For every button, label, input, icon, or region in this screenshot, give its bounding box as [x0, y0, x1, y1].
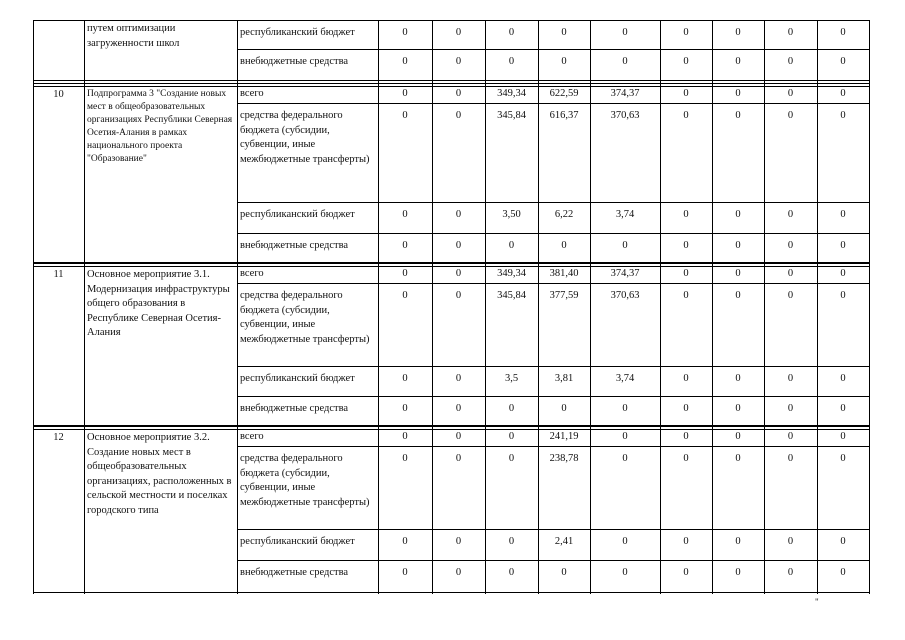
- amount-cell: 0: [840, 88, 846, 99]
- amount-cell: 0: [840, 290, 846, 301]
- amount-cell: 0: [840, 373, 846, 384]
- amount-cell: 0: [840, 240, 846, 251]
- funding-source-label: внебюджетные средства: [240, 403, 349, 414]
- amount-cell: 0: [508, 403, 515, 414]
- amount-cell: 0: [402, 88, 408, 99]
- funding-source-label: всего: [240, 268, 264, 279]
- amount-cell: 0: [735, 536, 741, 547]
- row-border: [33, 20, 870, 21]
- amount-cell: 374,37: [610, 268, 640, 279]
- amount-cell: 0: [622, 403, 628, 414]
- amount-cell: 0: [787, 268, 794, 279]
- grid-vline: [764, 20, 765, 594]
- amount-cell: 3,74: [615, 373, 635, 384]
- subrow-border: [237, 560, 870, 561]
- grid-vline: [817, 20, 818, 594]
- amount-cell: 0: [787, 567, 794, 578]
- subrow-border: [237, 366, 870, 367]
- amount-cell: 0: [787, 453, 794, 464]
- amount-cell: 0: [561, 567, 567, 578]
- amount-cell: 0: [683, 403, 689, 414]
- amount-cell: 0: [787, 431, 794, 442]
- grid-vline: [378, 20, 379, 594]
- funding-source-label: всего: [240, 431, 264, 442]
- amount-cell: 0: [735, 403, 741, 414]
- amount-cell: 0: [840, 110, 846, 121]
- amount-cell: 0: [622, 567, 628, 578]
- amount-cell: 0: [787, 536, 794, 547]
- amount-cell: 0: [787, 373, 794, 384]
- grid-vline: [590, 20, 591, 594]
- grid-vline: [33, 20, 34, 594]
- amount-cell: 0: [840, 209, 846, 220]
- amount-cell: 2,41: [554, 536, 574, 547]
- grid-vline: [869, 20, 870, 594]
- amount-cell: 0: [840, 567, 846, 578]
- funding-source-label: внебюджетные средства: [240, 56, 349, 67]
- amount-cell: 0: [455, 268, 462, 279]
- grid-vline: [485, 20, 486, 594]
- amount-cell: 0: [840, 403, 846, 414]
- amount-cell: 3,74: [615, 209, 635, 220]
- amount-cell: 0: [508, 240, 515, 251]
- funding-source-label: республиканский бюджет: [240, 536, 355, 547]
- amount-cell: 0: [561, 240, 567, 251]
- amount-cell: 0: [683, 567, 689, 578]
- amount-cell: 377,59: [549, 290, 579, 301]
- amount-cell: 0: [683, 268, 689, 279]
- amount-cell: 0: [622, 27, 628, 38]
- amount-cell: 0: [455, 209, 462, 220]
- amount-cell: 0: [735, 290, 741, 301]
- subrow-border: [237, 283, 870, 284]
- program-name: Основное мероприятие 3.2. Создание новых мест в общеобразовательных организациях, расположенных в сельской местности и поселках городского типа: [87, 432, 232, 516]
- amount-cell: 0: [683, 110, 689, 121]
- amount-cell: 0: [402, 27, 408, 38]
- funding-source-label: всего: [240, 88, 264, 99]
- amount-cell: 0: [455, 110, 462, 121]
- amount-cell: 0: [402, 536, 408, 547]
- amount-cell: 0: [455, 431, 462, 442]
- amount-cell: 0: [787, 56, 794, 67]
- amount-cell: 0: [840, 431, 846, 442]
- program-name: путем оптимизации загруженности школ: [87, 23, 180, 49]
- amount-cell: 3,5: [504, 373, 519, 384]
- amount-cell: 0: [735, 110, 741, 121]
- amount-cell: 0: [735, 88, 741, 99]
- amount-cell: 0: [561, 403, 567, 414]
- subrow-border: [237, 233, 870, 234]
- amount-cell: 0: [683, 373, 689, 384]
- amount-cell: 0: [402, 56, 408, 67]
- grid-vline: [712, 20, 713, 594]
- amount-cell: 6,22: [554, 209, 574, 220]
- amount-cell: 0: [735, 268, 741, 279]
- funding-source-label: республиканский бюджет: [240, 209, 355, 220]
- amount-cell: 381,40: [549, 268, 579, 279]
- subrow-border: [237, 202, 870, 203]
- row-index: 12: [53, 432, 64, 443]
- grid-vline: [660, 20, 661, 594]
- amount-cell: 0: [787, 290, 794, 301]
- amount-cell: 0: [683, 240, 689, 251]
- amount-cell: 0: [787, 240, 794, 251]
- amount-cell: 0: [840, 268, 846, 279]
- amount-cell: 0: [735, 431, 741, 442]
- amount-cell: 0: [508, 453, 515, 464]
- amount-cell: 0: [402, 373, 408, 384]
- amount-cell: 0: [622, 240, 628, 251]
- program-name: Основное мероприятие 3.1. Модернизация инфраструктуры общего образования в Республике Северная Осетия-Алания: [87, 269, 230, 338]
- amount-cell: 0: [402, 403, 408, 414]
- amount-cell: 0: [735, 240, 741, 251]
- grid-vline: [538, 20, 539, 594]
- amount-cell: 3,81: [554, 373, 574, 384]
- amount-cell: 0: [402, 431, 408, 442]
- amount-cell: 374,37: [610, 88, 640, 99]
- amount-cell: 0: [455, 27, 462, 38]
- amount-cell: 0: [402, 268, 408, 279]
- funding-source-label: средства федерального бюджета (субсидии, субвенции, иные межбюджетные трансферты): [240, 290, 370, 345]
- grid-vline: [432, 20, 433, 594]
- amount-cell: 0: [455, 290, 462, 301]
- subrow-border: [237, 529, 870, 530]
- amount-cell: 0: [508, 56, 515, 67]
- subrow-border: [237, 396, 870, 397]
- funding-source-label: средства федерального бюджета (субсидии, субвенции, иные межбюджетные трансферты): [240, 110, 370, 165]
- amount-cell: 0: [683, 27, 689, 38]
- subrow-border: [237, 49, 870, 50]
- amount-cell: 0: [622, 56, 628, 67]
- amount-cell: 0: [622, 536, 628, 547]
- funding-source-label: республиканский бюджет: [240, 373, 355, 384]
- amount-cell: 0: [561, 56, 567, 67]
- amount-cell: 345,84: [497, 290, 526, 301]
- row-border-top: [33, 83, 870, 84]
- amount-cell: 0: [402, 290, 408, 301]
- amount-cell: 0: [455, 240, 462, 251]
- amount-cell: 0: [508, 27, 515, 38]
- row-border-bottom: [33, 80, 870, 81]
- amount-cell: 0: [735, 453, 741, 464]
- amount-cell: 0: [455, 536, 462, 547]
- amount-cell: 0: [787, 27, 794, 38]
- row-index: 10: [53, 89, 64, 100]
- amount-cell: 349,34: [497, 268, 526, 279]
- amount-cell: 0: [622, 453, 628, 464]
- amount-cell: 616,37: [549, 110, 579, 121]
- row-border-top: [33, 263, 870, 264]
- amount-cell: 0: [508, 567, 515, 578]
- amount-cell: 0: [683, 536, 689, 547]
- row-border-bottom: [33, 592, 870, 593]
- row-border-top: [33, 426, 870, 427]
- amount-cell: 0: [840, 56, 846, 67]
- amount-cell: 0: [735, 56, 741, 67]
- amount-cell: 0: [787, 110, 794, 121]
- amount-cell: 0: [735, 373, 741, 384]
- amount-cell: 0: [787, 209, 794, 220]
- amount-cell: 0: [840, 536, 846, 547]
- amount-cell: 0: [683, 290, 689, 301]
- funding-source-label: средства федерального бюджета (субсидии, субвенции, иные межбюджетные трансферты): [240, 453, 370, 508]
- amount-cell: 622,59: [549, 88, 579, 99]
- amount-cell: 0: [455, 373, 462, 384]
- funding-source-label: внебюджетные средства: [240, 567, 349, 578]
- funding-source-label: внебюджетные средства: [240, 240, 349, 251]
- amount-cell: 0: [683, 431, 689, 442]
- amount-cell: 3,50: [502, 209, 521, 220]
- amount-cell: 238,78: [549, 453, 579, 464]
- amount-cell: 241,19: [549, 431, 579, 442]
- amount-cell: 0: [455, 88, 462, 99]
- amount-cell: 0: [561, 27, 567, 38]
- amount-cell: 0: [683, 209, 689, 220]
- amount-cell: 0: [683, 88, 689, 99]
- amount-cell: 0: [455, 453, 462, 464]
- amount-cell: 0: [402, 110, 408, 121]
- closing-quote-mark: ": [815, 597, 819, 607]
- amount-cell: 0: [787, 88, 794, 99]
- subrow-border: [237, 103, 870, 104]
- amount-cell: 0: [735, 567, 741, 578]
- amount-cell: 0: [683, 56, 689, 67]
- funding-source-label: республиканский бюджет: [240, 27, 355, 38]
- amount-cell: 0: [508, 431, 515, 442]
- amount-cell: 349,34: [497, 88, 526, 99]
- amount-cell: 0: [402, 240, 408, 251]
- amount-cell: 0: [840, 27, 846, 38]
- amount-cell: 0: [455, 56, 462, 67]
- amount-cell: 370,63: [610, 110, 640, 121]
- amount-cell: 0: [622, 431, 628, 442]
- amount-cell: 0: [735, 209, 741, 220]
- amount-cell: 0: [683, 453, 689, 464]
- amount-cell: 0: [402, 209, 408, 220]
- row-index: 11: [53, 269, 64, 280]
- amount-cell: 0: [508, 536, 515, 547]
- amount-cell: 0: [787, 403, 794, 414]
- amount-cell: 0: [840, 453, 846, 464]
- amount-cell: 0: [402, 567, 408, 578]
- amount-cell: 0: [735, 27, 741, 38]
- amount-cell: 370,63: [610, 290, 640, 301]
- amount-cell: 0: [455, 567, 462, 578]
- amount-cell: 0: [402, 453, 408, 464]
- amount-cell: 0: [455, 403, 462, 414]
- program-name: Подпрограмма 3 "Создание новых мест в общеобразовательных организациях Республики Северная Осетия-Алания в рамках национального проекта "Образование": [87, 89, 233, 164]
- subrow-border: [237, 446, 870, 447]
- amount-cell: 345,84: [497, 110, 526, 121]
